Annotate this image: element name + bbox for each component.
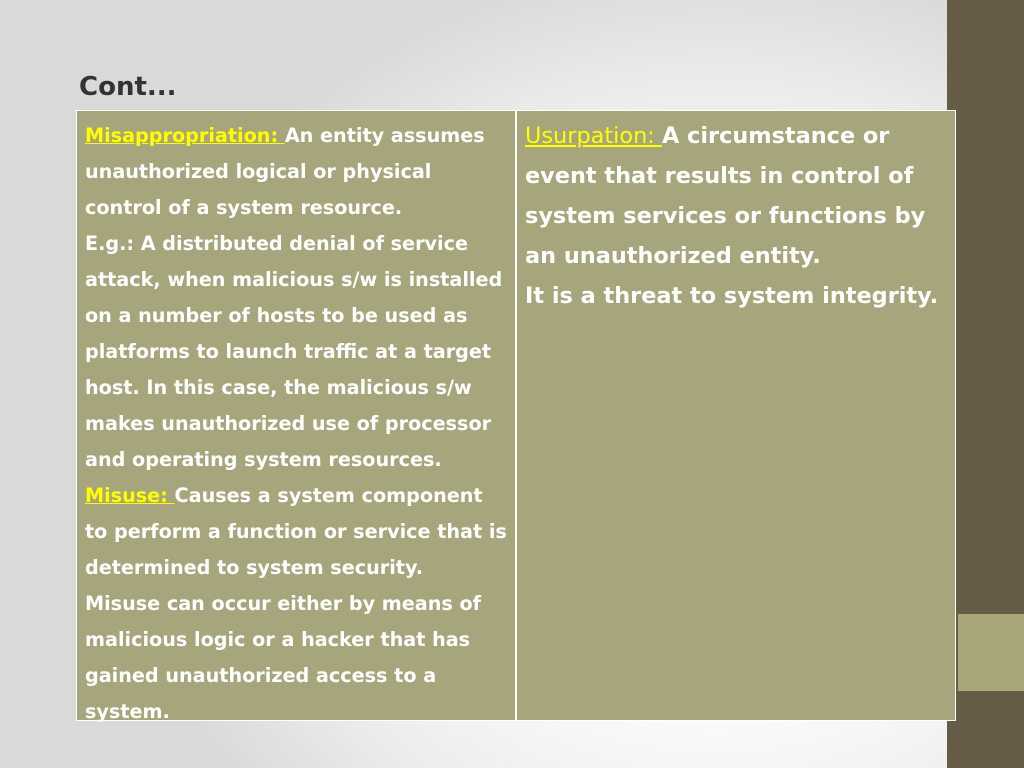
right-cell [517, 111, 955, 720]
misuse-term: Misuse: [85, 484, 175, 507]
usurpation-term: Usurpation: [525, 123, 662, 149]
misappropriation-definition: An entity assumes unauthorized logical or physical control of a system resource. [85, 124, 485, 219]
left-cell [77, 111, 517, 723]
usurpation-definition: A circumstance or event that results in control of system services or functions by an unauthorized entity. [525, 123, 926, 269]
example-paragraph: E.g.: A distributed denial of service attack, when malicious s/w is installed on a number of hosts to be used as platforms to launch traffic at a target host. In this case, the malicious s/w makes unauthorized use of processor and operating system resources. [85, 232, 503, 471]
usurpation-paragraph [525, 116, 947, 276]
decorative-side-bar [947, 0, 1024, 768]
content-table [76, 110, 956, 721]
misuse-note-paragraph: Misuse can occur either by means of malicious logic or a hacker that has gained unauthorized access to a system. [85, 592, 482, 723]
misappropriation-term: Misappropriation: [85, 124, 285, 147]
misuse-paragraph [85, 478, 507, 586]
slide-title: Cont... [79, 72, 177, 102]
misappropriation-paragraph [85, 118, 507, 226]
integrity-note-paragraph: It is a threat to system integrity. [525, 283, 939, 309]
decorative-side-bar-accent [958, 614, 1024, 691]
misuse-definition: Causes a system component to perform a function or service that is determined to system security. [85, 484, 507, 579]
